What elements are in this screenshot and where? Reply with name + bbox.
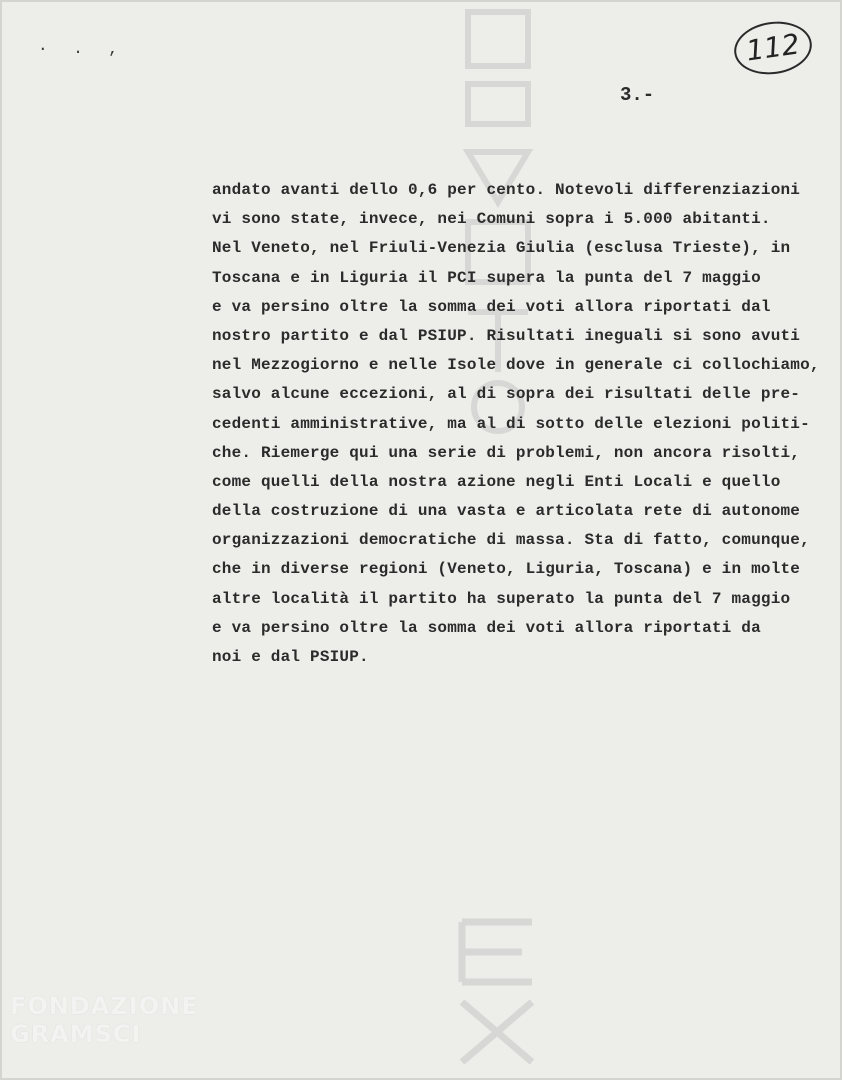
text-line: e va persino oltre la somma dei voti allora riportati da (212, 618, 761, 637)
watermark-strip-bottom (442, 902, 562, 1080)
scan-specks: · . , (38, 40, 127, 58)
logo-line-1: FONDAZIONE (10, 992, 199, 1020)
text-line: cedenti amministrative, ma al di sotto delle elezioni politi- (212, 414, 810, 433)
text-line: noi e dal PSIUP. (212, 648, 369, 666)
text-line: e va persino oltre la somma dei voti allora riportati dal (212, 297, 771, 316)
text-line: che. Riemerge qui una serie di problemi, non ancora risolti, (212, 443, 801, 462)
text-line: che in diverse regioni (Veneto, Liguria, Toscana) e in molte (212, 560, 801, 579)
text-line: come quelli della nostra azione negli Enti Locali e quello (212, 472, 781, 491)
text-line: Toscana e in Liguria il PCI supera la punta del 7 maggio (212, 268, 761, 287)
text-line: della costruzione di una vasta e articolata rete di autonome (212, 502, 801, 521)
fondazione-gramsci-logo (10, 992, 220, 1072)
logo-line-2: GRAMSCI (10, 1020, 142, 1048)
page-number: 3.- (620, 84, 655, 106)
text-line: nel Mezzogiorno e nelle Isole dove in generale ci collochiamo, (212, 356, 820, 375)
text-line: nostro partito e dal PSIUP. Risultati ineguali si sono avuti (212, 326, 801, 345)
document-body (212, 176, 838, 672)
text-line: altre località il partito ha superato la punta del 7 maggio (212, 589, 791, 608)
text-line: salvo alcune eccezioni, al di sopra dei risultati delle pre- (212, 385, 801, 404)
text-line: vi sono state, invece, nei Comuni sopra i 5.000 abitanti. (212, 210, 771, 229)
text-line: andato avanti dello 0,6 per cento. Notevoli differenziazioni (212, 181, 801, 199)
text-line: Nel Veneto, nel Friuli-Venezia Giulia (esclusa Trieste), in (212, 239, 791, 258)
folio-stamp: 112 (731, 17, 815, 79)
text-line: organizzazioni democratiche di massa. Sta di fatto, comunque, (212, 531, 810, 550)
watermark-glyphs-low (442, 902, 562, 1080)
